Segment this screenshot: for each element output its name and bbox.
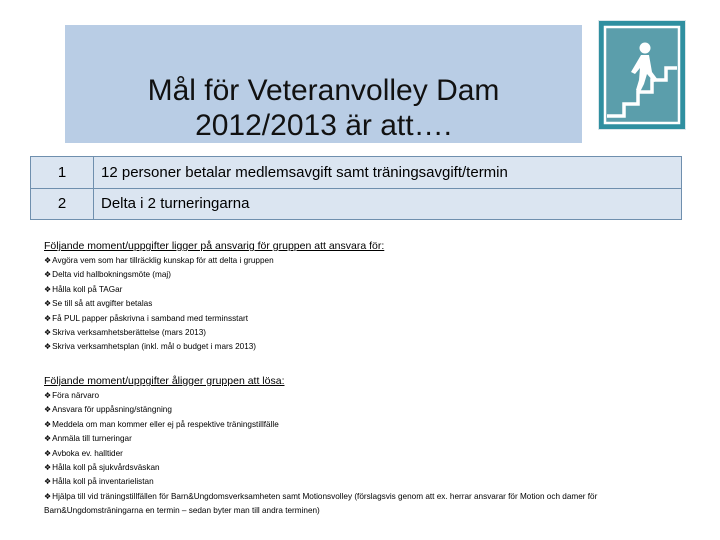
diamond-bullet-icon: ❖ [44,419,52,429]
goal-number: 2 [31,188,94,220]
diamond-bullet-icon: ❖ [44,342,52,352]
table-row [31,188,682,220]
diamond-bullet-icon: ❖ [44,328,52,338]
list-item: ❖Få PUL papper påskrivna i samband med terminsstart [44,313,248,323]
diamond-bullet-icon: ❖ [44,434,52,444]
goal-text: Delta i 2 turneringarna [94,188,682,220]
diamond-bullet-icon: ❖ [44,477,52,487]
list-item: ❖Avboka ev. halltider [44,448,123,458]
diamond-bullet-icon: ❖ [44,405,52,415]
section-heading: Följande moment/uppgifter åligger gruppen att lösa: [44,375,285,387]
diamond-bullet-icon: ❖ [44,256,52,265]
diamond-bullet-icon: ❖ [44,448,52,458]
title-box [65,25,582,143]
list-item: ❖Delta vid hallbokningsmöte (maj) [44,270,171,280]
list-item: ❖Ansvara för uppåsning/stängning [44,405,172,415]
group-tasks-section [44,373,684,519]
diamond-bullet-icon: ❖ [44,299,52,309]
person-climbing-stairs-icon [598,20,686,130]
diamond-bullet-icon: ❖ [44,463,52,473]
goal-text: 12 personer betalar medlemsavgift samt träningsavgift/termin [94,157,682,189]
section-heading: Följande moment/uppgifter ligger på ansvarig för gruppen att ansvara för: [44,240,385,252]
goals-table [30,156,682,220]
list-item: ❖Hålla koll på TAGar [44,284,123,294]
list-item: ❖Meddela om man kommer eller ej på respektive träningstillfälle [44,419,279,429]
table-row [31,157,682,189]
list-item: ❖Se till så att avgifter betalas [44,299,153,309]
goal-number: 1 [31,157,94,189]
list-item: ❖Hålla koll på inventarielistan [44,477,154,487]
list-item: ❖Skriva verksamhetsberättelse (mars 2013) [44,328,206,338]
list-item: ❖Avgöra vem som har tillräcklig kunskap för att delta i gruppen [44,256,274,265]
slide-title: Mål för Veteranvolley Dam 2012/2013 är att…. [147,74,500,142]
diamond-bullet-icon: ❖ [44,491,52,501]
list-item: ❖Hålla koll på sjukvårdsväskan [44,463,160,473]
responsible-tasks-section [44,238,684,355]
diamond-bullet-icon: ❖ [44,270,52,280]
list-item: ❖Föra närvaro [44,391,100,400]
list-item: ❖Skriva verksamhetsplan (inkl. mål o budget i mars 2013) [44,342,257,352]
diamond-bullet-icon: ❖ [44,284,52,294]
diamond-bullet-icon: ❖ [44,391,52,400]
list-item: ❖Anmäla till turneringar [44,434,132,444]
diamond-bullet-icon: ❖ [44,313,52,323]
list-item: ❖Hjälpa till vid träningstillfällen för Barn&Ungdomsverksamheten samt Motionsvolley (förslagsvis genom att ex. herrar ansvarar för Motion och damer för Barn&Ungdomsträningarna en termin – sedan byter man till andra terminen) [44,491,598,516]
